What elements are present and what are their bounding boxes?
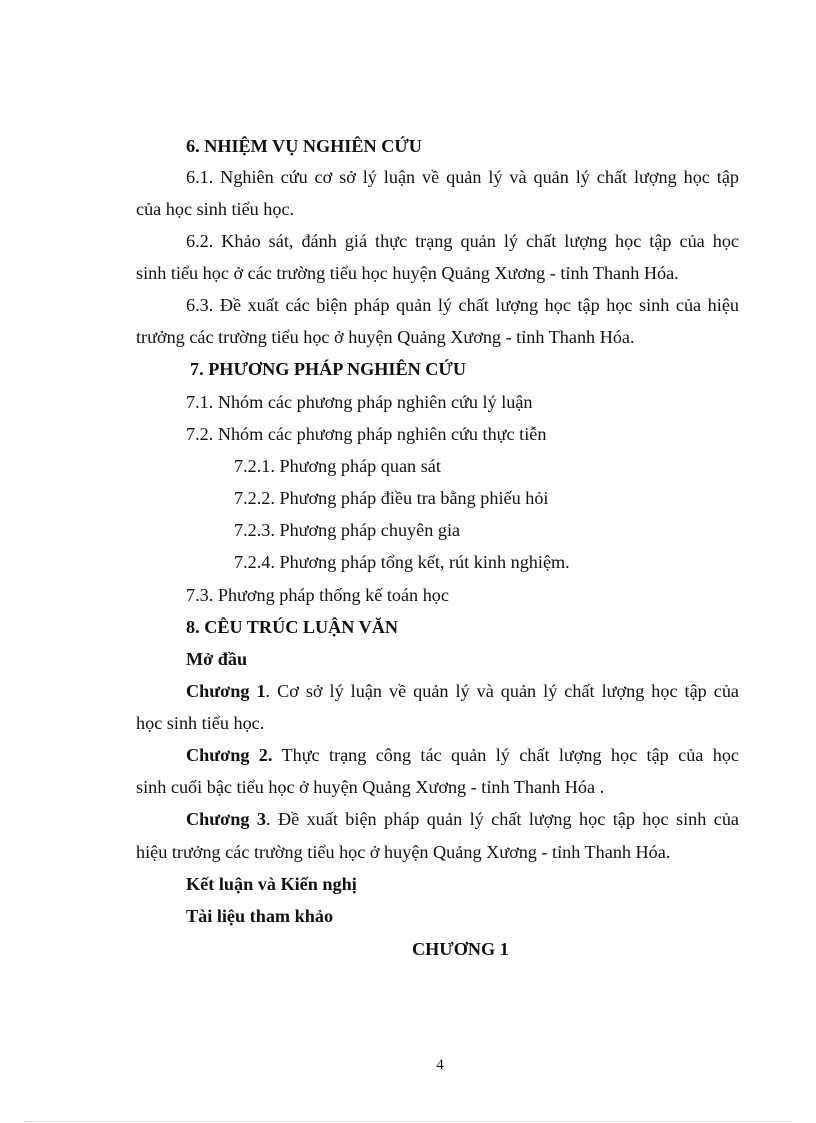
chapter-3-line-2: hiệu trưởng các trường tiểu học ở huyện Quảng Xương - tỉnh Thanh Hóa. [136,842,671,862]
page-bottom-divider [24,1121,792,1122]
item-7-2: 7.2. Nhóm các phương pháp nghiên cứu thực tiễn [186,424,547,444]
item-6-1-line-2: của học sinh tiểu học. [136,199,295,219]
item-7-2-2: 7.2.2. Phương pháp điều tra bằng phiếu hỏi [234,488,549,508]
section-8-heading: 8. CÊU TRÚC LUẬN VĂN [186,617,399,637]
item-6-3-line-2: trưởng các trường tiểu học ở huyện Quảng Xương - tỉnh Thanh Hóa. [136,327,635,347]
next-chapter-heading: CHƯƠNG 1 [412,939,509,959]
conclusion-label: Kết luận và Kiến nghị [186,874,357,894]
item-6-2-line-1: 6.2. Khảo sát, đánh giá thực trạng quản lý chất lượng học tập của học [186,231,739,251]
chapter-1-label: Chương 1 [186,681,266,701]
page-number: 4 [436,1057,444,1073]
item-6-1-line-1: 6.1. Nghiên cứu cơ sở lý luận về quản lý và quản lý chất lượng học tập [186,167,739,187]
section-6-heading: 6. NHIỆM VỤ NGHIÊN CỨU [186,136,422,156]
item-6-3-line-1: 6.3. Đề xuất các biện pháp quản lý chất lượng học tập học sinh của hiệu [186,295,739,315]
chapter-3-line-1 [186,808,739,830]
intro-label: Mở đầu [186,649,248,669]
item-7-1: 7.1. Nhóm các phương pháp nghiên cứu lý luận [186,392,533,412]
item-7-2-4: 7.2.4. Phương pháp tổng kết, rút kinh nghiệm. [234,552,570,572]
item-6-2-line-2: sinh tiểu học ở các trường tiểu học huyện Quảng Xương - tỉnh Thanh Hóa. [136,263,679,283]
section-7-heading: 7. PHƯƠNG PHÁP NGHIÊN CỨU [190,359,466,379]
chapter-2-text: Thực trạng công tác quản lý chất lượng học tập của học [272,745,739,765]
chapter-1-line-2: học sinh tiểu học. [136,713,265,733]
chapter-2-line-2: sinh cuối bậc tiểu học ở huyện Quảng Xương - tỉnh Thanh Hóa . [136,777,605,797]
chapter-2-label: Chương 2. [186,745,273,765]
chapter-2-line-1 [186,744,739,766]
item-7-2-1: 7.2.1. Phương pháp quan sát [234,456,441,476]
item-7-3: 7.3. Phương pháp thống kế toán học [186,585,449,605]
chapter-1-text: . Cơ sở lý luận về quản lý và quản lý chất lượng học tập của [265,681,739,701]
chapter-3-label: Chương 3 [186,809,266,829]
item-7-2-3: 7.2.3. Phương pháp chuyên gia [234,520,461,540]
chapter-3-text: . Đề xuất biện pháp quản lý chất lượng học tập học sinh của [265,809,739,829]
references-label: Tài liệu tham khảo [186,906,334,926]
chapter-1-line-1 [186,680,739,702]
